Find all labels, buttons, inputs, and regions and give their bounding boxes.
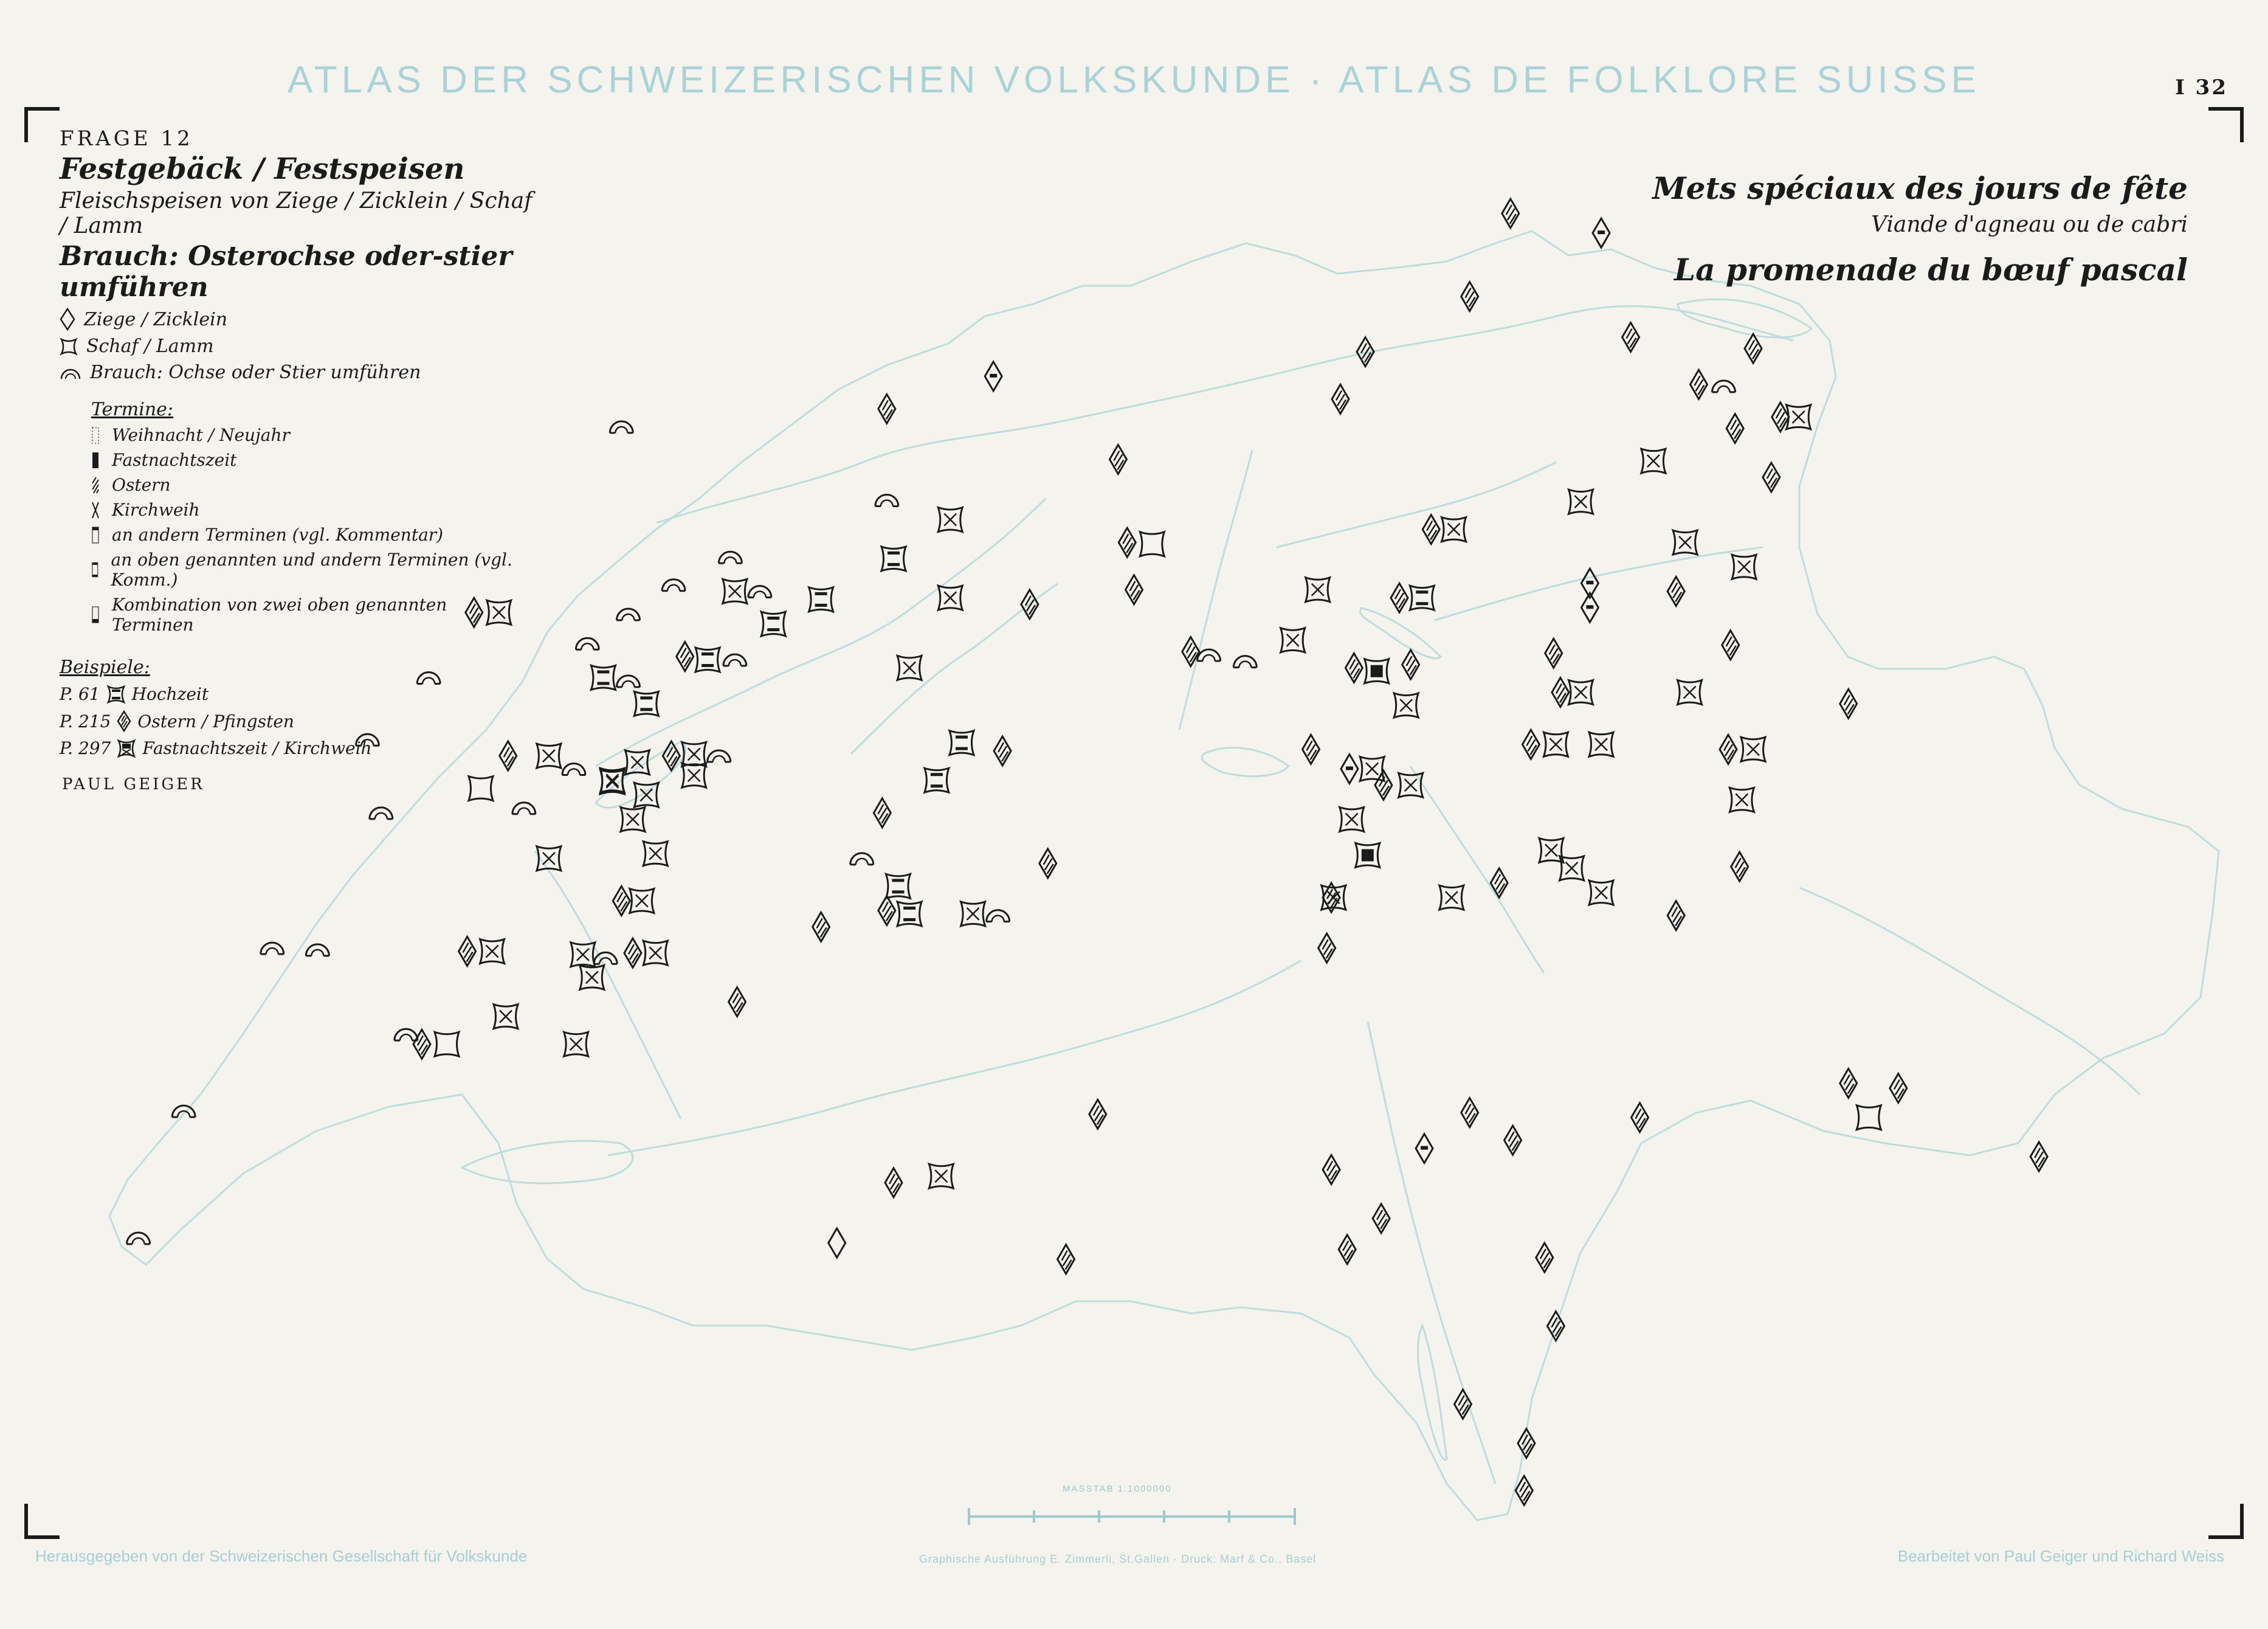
corner-mark-top-right [2208,107,2244,142]
diamond-symbol [1840,1069,1857,1098]
example-item [60,684,534,704]
square-symbol [643,941,667,965]
diamond-symbol [1840,689,1857,718]
square-symbol [1856,1105,1881,1130]
example-label: Fastnachtszeit / Kirchweih [142,738,372,758]
lake-zurich [1360,608,1441,659]
diamond-symbol [1373,1204,1390,1233]
diamond-symbol [1391,583,1408,612]
diamond-symbol [1126,575,1143,604]
square-symbol [1281,628,1305,652]
river-linth [1410,766,1544,973]
bar-top-icon [91,526,100,544]
plate-number: I 32 [2174,75,2228,100]
river-aare [596,499,1046,766]
square-symbol [1729,787,1754,812]
arch-icon [60,365,81,380]
river-emme [851,584,1058,754]
diamond-symbol [1461,282,1478,311]
legend-item-sheep [60,336,534,357]
square-symbol [643,842,667,866]
diamond-symbol [1461,1098,1478,1127]
diamond-symbol [1323,1155,1340,1185]
diamond-symbol [1491,868,1508,898]
square-symbol [1340,808,1364,832]
lake-maggiore [1418,1326,1447,1460]
french-title-main: Mets spéciaux des jours de fête [1652,170,2188,206]
arch-symbol [172,1105,195,1117]
termin-item [91,425,534,445]
diamond-symbol [829,1228,846,1257]
termin-item [91,500,534,520]
arch-symbol [723,654,746,666]
french-title [1652,170,2188,288]
bar-bottom-icon [91,606,100,624]
square-symbol [723,579,747,603]
diamond-symbol [1552,678,1569,707]
diamond-symbol [1341,754,1358,783]
river-inn [1799,888,2140,1095]
square-symbol [571,942,595,967]
square-symbol [897,655,922,680]
diamond-symbol [1058,1245,1075,1274]
square-symbol [494,1005,518,1029]
termin-item [91,595,534,635]
arch-symbol [127,1233,150,1244]
arch-symbol [306,944,329,956]
series-title: ATLAS DER SCHWEIZERISCHEN VOLKSKUNDE · ATLAS DE FOLKLORE SUISSE [288,59,1980,101]
diamond-symbol [1339,1235,1356,1264]
diamond-symbol [624,938,641,967]
map-title: Festgebäck / Festspeisen [60,152,465,186]
legend-item-custom [60,362,534,383]
arch-symbol [261,942,284,954]
diamond-symbol [813,912,830,941]
example-point: P. 61 [60,684,100,704]
river-reuss [1179,450,1252,730]
square-symbol [1365,659,1389,683]
square-symbol [682,763,706,787]
square-symbol [1741,737,1765,761]
diamond-symbol [1593,218,1610,247]
termin-item [91,550,534,590]
example-point: P. 215 [60,711,111,731]
sheep-bar-icon [106,685,126,704]
square-symbol [1732,555,1756,579]
arch-symbol [616,609,639,620]
square-symbol [938,586,962,610]
termin-label: an oben genannten und andern Terminen (vgl. Komm.) [111,550,512,590]
termin-label: Kombination von zwei oben genannten Terminen [111,595,447,635]
square-symbol [925,768,949,792]
lake-lucerne [1202,748,1289,776]
square-symbol [886,874,910,898]
termin-label: Ostern [112,475,171,495]
square-symbol [1673,530,1697,555]
map-custom-title: Brauch: Osterochse oder-stier umführen [60,241,512,303]
map-subtitle: Fleischspeisen von Ziege / Zicklein / Schaf / Lamm [60,188,533,238]
example-label: Ostern / Pfingsten [137,711,294,731]
arch-symbol [616,676,639,687]
example-item [60,738,534,758]
termin-label: an andern Terminen (vgl. Kommentar) [112,525,444,545]
square-symbol [1439,885,1464,910]
diamond-symbol [1890,1074,1907,1103]
termin-label: Kirchweih [112,500,200,520]
square-symbol [1410,586,1434,610]
diamond-symbol [1763,463,1780,492]
arch-symbol [512,803,536,814]
lake-geneva [462,1141,633,1183]
diamond-symbol [1545,638,1562,668]
square-symbol [1678,680,1702,705]
diamond-symbol [1318,933,1336,963]
square-symbol [950,731,974,755]
square-symbol [634,691,658,716]
arch-symbol [1198,649,1221,661]
diamond-symbol [1303,735,1320,764]
square-symbol [1569,489,1593,514]
diamond-symbol [1109,444,1126,474]
diamond-symbol [1522,730,1539,759]
french-title-custom: La promenade du bœuf pascal [1674,252,2188,288]
diamond-symbol [1416,1134,1433,1163]
legend-item-label: Schaf / Lamm [86,336,214,357]
square-symbol [961,902,985,926]
square-symbol [630,888,654,913]
square-symbol [929,1164,953,1188]
square-symbol [537,744,561,768]
legend-item-label: Brauch: Ochse oder Stier umführen [90,362,421,383]
corner-mark-top-left [24,107,60,142]
square-symbol [809,587,833,612]
square-symbol [881,547,906,571]
termine-heading: Termine: [91,399,173,420]
termin-item [91,525,534,545]
example-label: Hochzeit [131,684,209,704]
legend-item-label: Ziege / Zicklein [84,308,228,330]
diamond-symbol [1726,414,1743,443]
diamond-symbol [1332,384,1349,413]
example-point: P. 297 [60,738,111,758]
diamond-symbol [878,896,895,925]
arch-symbol [576,638,599,649]
diamond-symbol [613,886,630,915]
diamond-symbol [1731,852,1748,881]
river-limmat [1277,462,1556,547]
diamond-symbol [1422,515,1439,544]
diamond-symbol [1402,650,1419,679]
river-ticino [1368,1022,1495,1484]
arch-symbol [719,552,742,563]
diamond-symbol [1536,1243,1553,1272]
legend [60,126,534,794]
square-symbol [564,1032,588,1056]
square-symbol [1569,680,1593,705]
termin-item [91,450,534,470]
footer-printer: Graphische Ausführung E. Zimmerli, St.Gallen · Druck: Marf & Co., Basel [919,1553,1317,1565]
square-symbol [897,902,922,926]
hatched-fill-icon [91,476,100,494]
examples-heading: Beispiele: [60,657,150,678]
diamond-symbol [1118,528,1136,557]
diamond-symbol [1505,1126,1522,1155]
termin-label: Fastnachtszeit [112,450,237,470]
diamond-symbol [1745,334,1762,363]
diamond-symbol [1632,1103,1649,1132]
sheep-combined-icon [117,739,136,758]
square-symbol [1641,449,1666,473]
square-symbol [1306,578,1330,602]
diamond-symbol [1691,370,1708,399]
square-symbol [1356,843,1380,867]
diamond-symbol [2030,1142,2047,1171]
square-symbol [1394,693,1418,718]
corner-mark-bottom-left [24,1504,60,1539]
square-symbol [1787,405,1811,429]
diamond-symbol [729,987,746,1017]
dotted-fill-icon [91,426,100,444]
river-saane [535,851,681,1119]
diamond-icon [60,308,75,331]
square-symbol [1322,885,1346,910]
river-rhone [608,961,1301,1155]
square-symbol [591,665,615,690]
arch-symbol [662,579,685,591]
diamond-symbol [1722,631,1739,660]
square-symbol [1543,732,1568,756]
cross-fill-icon [91,501,100,519]
arch-symbol [395,1029,418,1040]
diamond-symbol [459,937,476,966]
arch-symbol [850,853,874,865]
termin-item [91,475,534,495]
square-symbol [1399,773,1423,797]
diamond-symbol [1667,901,1684,930]
arch-symbol [1233,656,1256,668]
square-symbol [580,965,604,989]
arch-symbol [610,421,633,433]
arch-symbol [987,910,1010,922]
diamond-symbol [1502,199,1519,228]
scale-bar [969,1508,1295,1525]
arch-symbol [562,763,585,775]
goat-hatched-icon [117,710,131,732]
square-symbol [761,612,785,636]
square-symbol [1589,732,1613,756]
bar-both-icon [91,561,99,579]
lake-constance [1678,299,1811,337]
square-symbol [1360,756,1384,781]
scale-label: MASSTAB 1:1000000 [1063,1484,1172,1494]
question-number: FRAGE 12 [60,126,193,151]
french-title-sub: Viande d'agneau ou de cabri [1871,212,2188,237]
square-symbol [435,1032,459,1056]
square-icon [60,337,78,356]
diamond-symbol [994,736,1011,766]
diamond-symbol [1515,1476,1532,1505]
diamond-symbol [878,394,895,423]
diamond-symbol [985,362,1002,391]
diamond-symbol [1720,735,1737,764]
arch-symbol [875,494,898,506]
square-symbol [938,508,962,532]
legend-item-goat [60,308,534,331]
author-name: PAUL GEIGER [62,775,205,794]
square-symbol [1442,517,1466,542]
termin-label: Weihnacht / Neujahr [112,425,290,445]
diamond-symbol [1089,1099,1106,1129]
diamond-symbol [1345,653,1362,682]
arch-symbol [748,586,771,597]
square-symbol [480,939,505,964]
diamond-symbol [1667,576,1684,606]
diamond-symbol [677,642,694,671]
diamond-symbol [874,798,891,828]
diamond-symbol [1622,323,1639,352]
square-symbol [695,648,720,672]
arch-symbol [708,750,731,762]
square-symbol [621,808,645,832]
arch-symbol [1712,381,1735,392]
diamond-symbol [885,1168,902,1197]
footer-editors: Bearbeitet von Paul Geiger und Richard Weiss [1897,1547,2224,1565]
example-item [60,710,534,732]
corner-mark-bottom-right [2208,1504,2244,1539]
square-symbol [1589,880,1613,905]
diamond-symbol [1039,849,1056,878]
footer-publisher: Herausgegeben von der Schweizerischen Gesellschaft für Volkskunde [35,1547,528,1565]
square-symbol [1140,532,1164,556]
arch-symbol [370,808,393,819]
solid-fill-icon [91,451,100,469]
